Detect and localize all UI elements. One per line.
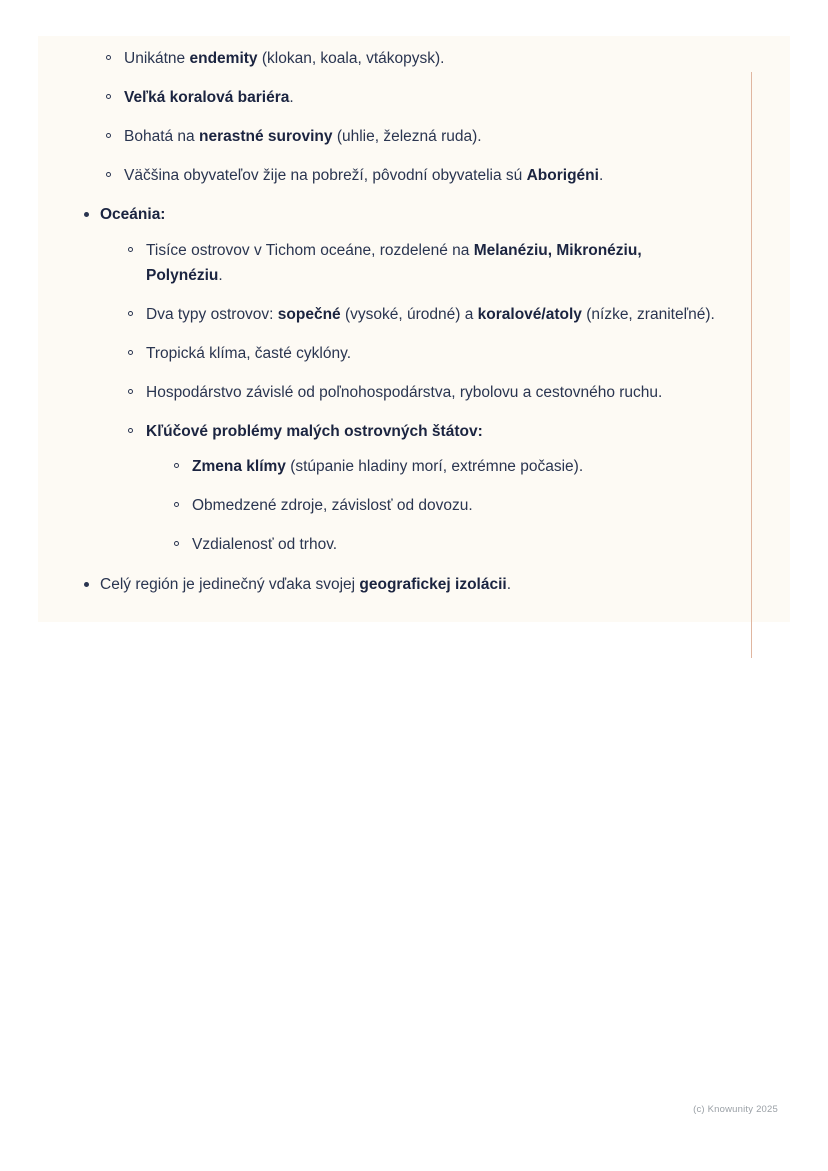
plain-text: (stúpanie hladiny morí, extrémne počasie). bbox=[285, 458, 584, 476]
copyright-footer: (c) Knowunity 2025 bbox=[693, 1104, 778, 1115]
list-item bbox=[124, 341, 718, 366]
plain-text: Obmedzené zdroje, závislosť od dovozu. bbox=[192, 497, 473, 515]
list-item-text bbox=[146, 306, 715, 323]
emphasis-text: geografickej izolácii bbox=[359, 575, 507, 593]
emphasis-text: Kľúčové problémy malých ostrovných štátov: bbox=[146, 423, 483, 441]
emphasis-text: Aborigéni bbox=[526, 167, 599, 185]
plain-text: Unikátne bbox=[124, 50, 190, 67]
list-item-text bbox=[124, 128, 482, 145]
list-item bbox=[124, 419, 718, 557]
list-item-text bbox=[124, 50, 445, 67]
plain-text: (klokan, koala, vtákopysk). bbox=[257, 50, 445, 67]
plain-text: Hospodárstvo závislé od poľnohospodárstva, rybolovu a cestovného ruchu. bbox=[146, 383, 663, 401]
list-item-text bbox=[100, 206, 165, 223]
plain-text: (nízke, zraniteľné). bbox=[581, 305, 715, 323]
emphasis-text: sopečné bbox=[277, 305, 341, 323]
plain-text: Bohatá na bbox=[124, 128, 199, 146]
emphasis-text: koralové/atoly bbox=[477, 305, 582, 323]
list-item bbox=[124, 302, 718, 327]
plain-text: . bbox=[598, 167, 604, 185]
page-accent-line bbox=[751, 72, 752, 658]
list-item bbox=[170, 493, 718, 518]
outline-sublist bbox=[170, 454, 718, 557]
list-item bbox=[170, 454, 718, 479]
emphasis-text: Zmena klímy bbox=[192, 458, 286, 476]
list-item-text bbox=[100, 576, 511, 593]
list-item bbox=[78, 572, 718, 597]
list-item bbox=[124, 380, 718, 405]
plain-text: Dva typy ostrovov: bbox=[146, 305, 278, 323]
emphasis-text: Melanéziu, Mikronéziu, Polynéziu bbox=[146, 241, 642, 284]
plain-text: . bbox=[218, 266, 223, 284]
list-item-text bbox=[192, 497, 473, 514]
list-item-text bbox=[146, 384, 662, 401]
plain-text: Vzdialenosť od trhov. bbox=[192, 536, 338, 554]
emphasis-text: endemity bbox=[189, 50, 258, 67]
plain-text: . bbox=[289, 89, 294, 107]
list-item-text bbox=[192, 458, 583, 475]
plain-text: . bbox=[506, 575, 512, 593]
list-item-text bbox=[146, 345, 351, 362]
plain-text: Celý región je jedinečný vďaka svojej bbox=[100, 575, 360, 593]
outline-sublist bbox=[124, 238, 718, 558]
list-item-text bbox=[124, 89, 294, 106]
plain-text: Väčšina obyvateľov žije na pobreží, pôvodní obyvatelia sú bbox=[124, 167, 527, 185]
plain-text: Tropická klíma, časté cyklóny. bbox=[146, 344, 352, 362]
list-item-text bbox=[192, 536, 337, 553]
outline-sublist bbox=[102, 46, 718, 188]
list-item-text bbox=[146, 423, 483, 440]
list-item bbox=[102, 124, 718, 149]
document-page bbox=[38, 36, 790, 622]
list-item bbox=[124, 238, 718, 288]
plain-text: (uhlie, železná ruda). bbox=[332, 128, 482, 146]
document-content bbox=[78, 36, 718, 611]
list-item bbox=[78, 202, 718, 557]
list-item bbox=[102, 163, 718, 188]
emphasis-text: Oceánia: bbox=[100, 206, 166, 224]
outline-list bbox=[78, 46, 718, 597]
emphasis-text: nerastné suroviny bbox=[198, 128, 333, 146]
plain-text: Tisíce ostrovov v Tichom oceáne, rozdelené na bbox=[146, 241, 474, 259]
list-item bbox=[170, 532, 718, 557]
plain-text: (vysoké, úrodné) a bbox=[340, 305, 478, 323]
emphasis-text: Veľká koralová bariéra bbox=[124, 89, 290, 107]
list-item bbox=[102, 46, 718, 71]
list-item bbox=[102, 85, 718, 110]
list-item-text bbox=[124, 167, 603, 184]
list-item-text bbox=[146, 242, 642, 284]
